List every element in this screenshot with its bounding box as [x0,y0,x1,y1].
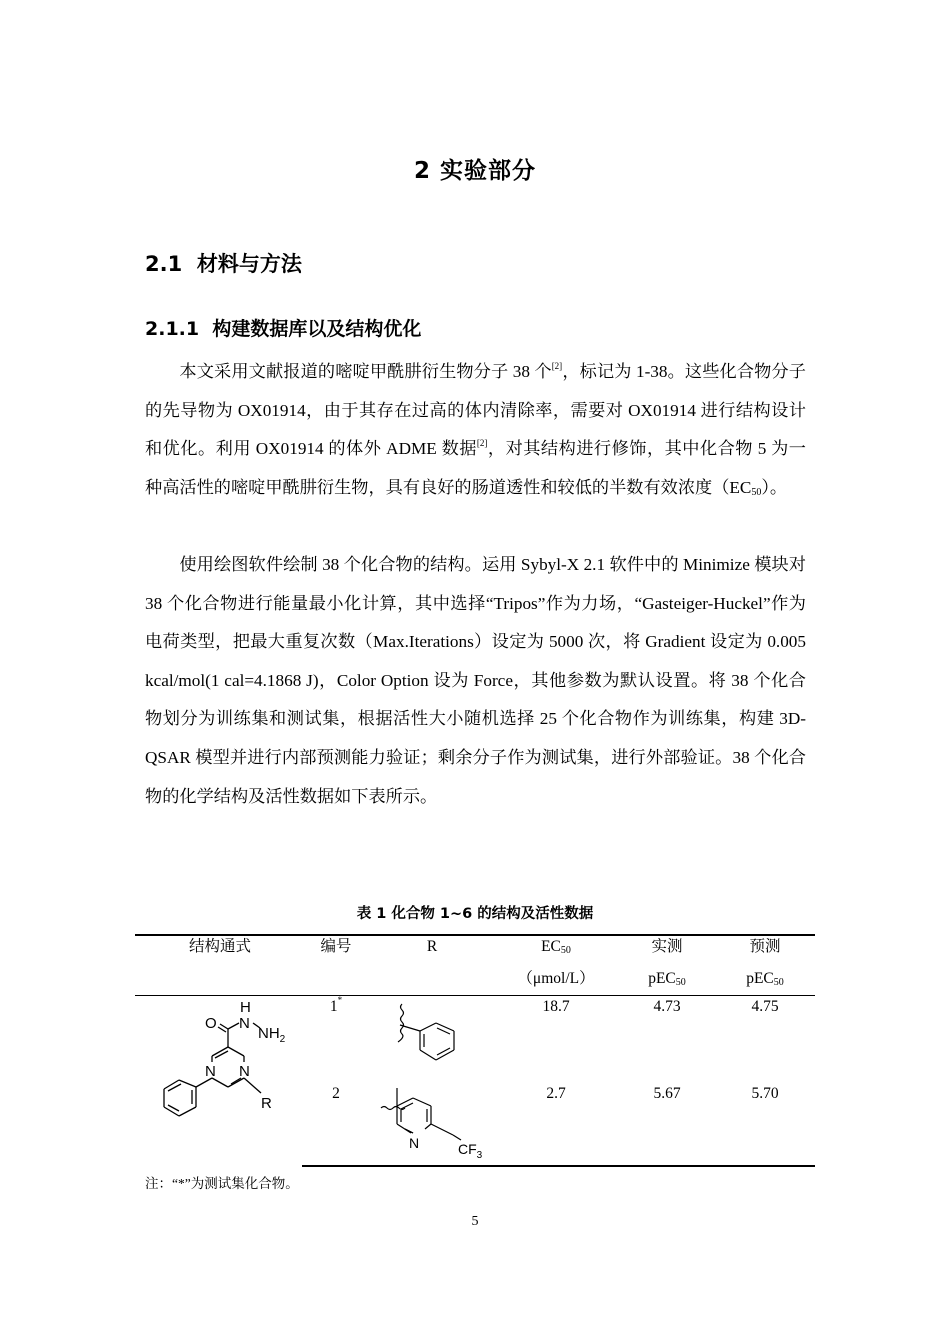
r-group-phenyl-drawing [380,998,480,1074]
row-1-predicted: 4.75 [751,998,779,1015]
cf3-text: CF [458,1141,477,1157]
header-ec50-unit: （μmol/L） [517,970,595,987]
citation-ref: [2] [551,361,563,371]
header-predicted [725,937,805,989]
page-number: 5 [471,1214,479,1229]
r-group-cf3-pyridyl-drawing [375,1080,495,1162]
subscript: 50 [773,977,784,988]
header-ec50 [506,937,606,989]
row-1-id [305,997,367,1017]
paragraph-1-text-c: ，对其结构进行修饰，其中化合物 5 为一种高活性的嘧啶甲酰肼衍生物，具有良好的肠道透性和较低的半数有效浓度（EC [145,439,806,497]
pyridine-n-label: N [409,1135,420,1151]
row-1-measured: 4.73 [653,998,681,1015]
cf3-label [458,1141,483,1161]
header-measured-pec: pEC [648,970,676,987]
row-1-id-value: 1 [329,998,338,1015]
table-caption: 表 1 化合物 1~6 的结构及活性数据 [356,906,594,922]
header-measured-pec50 [648,969,686,989]
citation-ref: [2] [476,438,488,449]
table-bottom-rule [302,1165,815,1167]
subscript: 50 [560,945,571,956]
subsection-heading [145,314,421,341]
header-predicted-label: 预测 [749,938,781,955]
phenyl-bonds [398,1004,454,1060]
cf3-subscript: 3 [476,1150,483,1161]
r-group-label: R [261,1095,272,1112]
ring-n-right-label: N [239,1063,250,1080]
test-set-mark: * [337,995,343,1005]
row-2-ec50: 2.7 [546,1085,566,1102]
header-id: 编号 [320,938,352,955]
paragraph-1-text-b: ，标记为 1-38。这些化合物分子的先导物为 OX01914，由于其存在过高的体内清除率，需要对 OX01914 进行结构设计和优化。利用 OX01914 的体外 ADME 数据 [145,362,806,459]
paragraph-1 [145,353,806,507]
structure-labels [205,999,286,1112]
nh2-label [258,1025,286,1045]
table-note: 注：“*”为测试集化合物。 [145,1176,299,1191]
header-ec50-text: EC [541,938,561,955]
row-2-id-value: 2 [332,1085,340,1102]
header-measured [627,937,707,989]
header-r: R [426,938,438,955]
paragraph-2-block [145,546,806,816]
paragraph-1-block [145,353,806,507]
paragraph-2: 使用绘图软件绘制 38 个化合物的结构。运用 Sybyl-X 2.1 软件中的 Minimize 模块对 38 个化合物进行能量最小化计算，其中选择“Tripos”作为力场，“Gasteiger-Huckel”作为电荷类型，把最大重复次数（Max.Iterations）设定为 5000 次，将 Gradient 设定为 0.005 kcal/mol(1 cal=4.1868 J)，Color Option 设为 Force，其他参数为默认设置。将 38 个化合物划分为训练集和测试集，根据活性大小随机选择 25 个化合物作为训练集，构建 3D-QSAR 模型并进行内部预测能力验证；剩余分子作为测试集，进行外部验证。38 个化合物的化学结构及活性数据如下表所示。 [145,555,806,806]
subscript: 50 [751,486,762,498]
attachment-wavy-bond [398,1004,404,1042]
section-number: 2.1 [145,252,183,276]
row-2-measured: 5.67 [653,1085,681,1102]
subscript: 50 [675,977,686,988]
general-structure-drawing [140,998,300,1138]
hydrazide-n-label: N [239,1015,250,1032]
section-title: 材料与方法 [196,252,302,276]
table-top-rule [135,934,815,936]
subsection-number: 2.1.1 [145,318,200,340]
subsection-title: 构建数据库以及结构优化 [212,318,422,340]
nh2-subscript: 2 [279,1034,286,1045]
header-measured-label: 实测 [651,938,683,955]
nh2-text: NH [258,1025,280,1042]
chapter-title: 2 实验部分 [413,158,536,184]
pyridyl-bonds [381,1088,461,1140]
header-predicted-pec: pEC [746,970,774,987]
row-2-predicted: 5.70 [751,1085,779,1102]
header-predicted-pec50 [746,969,784,989]
section-heading [145,248,302,278]
row-2-id [305,1084,367,1104]
row-1-ec50: 18.7 [542,998,570,1015]
paragraph-1-text-d: ）。 [761,477,788,497]
ring-n-left-label: N [205,1063,216,1080]
nh-hydrogen-label: H [240,999,251,1016]
paragraph-1-text-a: 本文采用文献报道的嘧啶甲酰肼衍生物分子 38 个 [179,362,552,381]
pyridyl-labels [409,1135,483,1161]
header-structure: 结构通式 [188,938,251,955]
oxygen-label: O [205,1015,217,1032]
table-header-rule [135,995,815,996]
